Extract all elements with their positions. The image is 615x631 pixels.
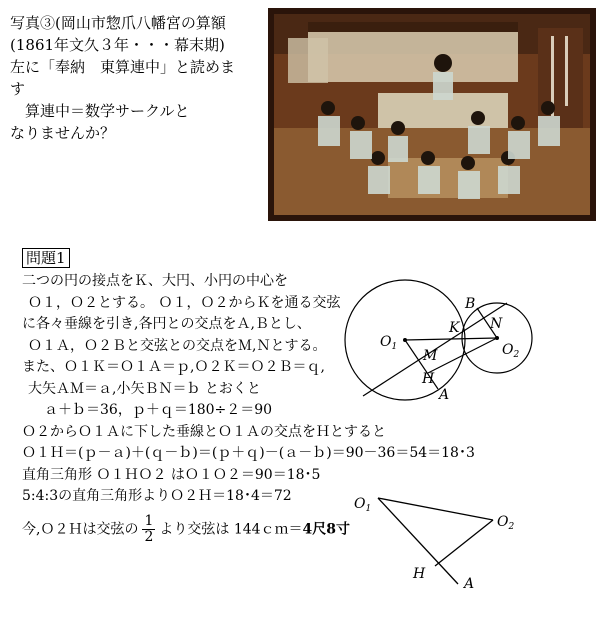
- figure-tangent-circles: [335, 270, 605, 410]
- label-O2: $O_2$: [497, 514, 515, 532]
- point-O1: [403, 338, 407, 342]
- label-K: K: [449, 320, 460, 336]
- label-B: B: [465, 296, 476, 312]
- answer: 4尺8寸: [302, 521, 351, 537]
- problem-line: 大矢ＡＭ＝ａ,小矢ＢＮ＝ｂ とおくと: [28, 380, 261, 397]
- fraction-numerator: 1: [144, 512, 154, 529]
- problem-line: 直角三角形 Ｏ１ＨＯ２ はＯ１Ｏ２＝90＝18･5: [22, 466, 321, 483]
- label-H: H: [422, 371, 435, 387]
- side-O2-H: [435, 520, 493, 566]
- problem-line: Ｏ１，Ｏ２とする。 Ｏ１，Ｏ２からＫを通る交弦: [28, 294, 341, 311]
- point-O2: [495, 336, 499, 340]
- label-A: A: [464, 576, 475, 592]
- problem-line: に各々垂線を引き,各円との交点をＡ,Ｂとし、: [22, 316, 311, 332]
- problem-line: Ｏ１Ｈ＝(ｐ－ａ)＋(ｑ－ｂ)＝(ｐ＋ｑ)－(ａ－ｂ)＝90－36＝54＝18･3: [22, 445, 475, 461]
- caption-line: 左に「奉納 東算連中」と読めま: [10, 58, 236, 76]
- label-O1: $O_1$: [354, 496, 372, 514]
- caption-line: (1861年文久３年・・・幕末期): [10, 36, 225, 54]
- caption-line: す: [10, 80, 26, 98]
- label-A: A: [439, 387, 450, 403]
- label-M: M: [423, 348, 438, 364]
- problem-title: 問題1: [22, 248, 70, 268]
- caption-line: 算連中＝数学サークルと: [10, 102, 190, 120]
- problem-line: 二つの円の接点をＫ、大円、小円の中心を: [22, 273, 288, 289]
- problem-line: 5:4:3の直角三角形よりＯ２Ｈ＝18･4＝72: [22, 488, 292, 504]
- caption-line: なりませんか？: [10, 124, 116, 142]
- caption-line: 写真③(岡山市惣爪八幡宮の算額: [10, 14, 226, 32]
- last-line-middle: より交弦は 144ｃｍ＝: [159, 521, 303, 537]
- fraction: [142, 514, 155, 545]
- last-line-prefix: 今,Ｏ２Ｈは交弦の: [22, 521, 139, 537]
- label-N: N: [490, 316, 503, 332]
- problem-line: Ｏ１Ａ，Ｏ２Ｂと交弦との交点をＭ,Ｎとする。: [28, 337, 327, 354]
- problem-line: Ｏ２からＯ１Ａに下した垂線とＯ１Ａの交点をＨとすると: [22, 423, 386, 440]
- label-H: H: [413, 566, 426, 582]
- sangaku-photo: [268, 8, 596, 221]
- problem-line: また、Ｏ１Ｋ＝Ｏ１Ａ＝ｐ,Ｏ２Ｋ＝Ｏ２Ｂ＝ｑ,: [22, 359, 325, 375]
- label-O1: $O_1$: [380, 334, 398, 352]
- problem-line: ａ＋ｂ＝36，ｐ＋ｑ＝180÷２＝90: [44, 402, 273, 418]
- fraction-denominator: 2: [144, 528, 154, 545]
- figure-right-triangle: [350, 488, 550, 598]
- photo-caption: [10, 12, 265, 144]
- label-O2: $O_2$: [502, 342, 520, 360]
